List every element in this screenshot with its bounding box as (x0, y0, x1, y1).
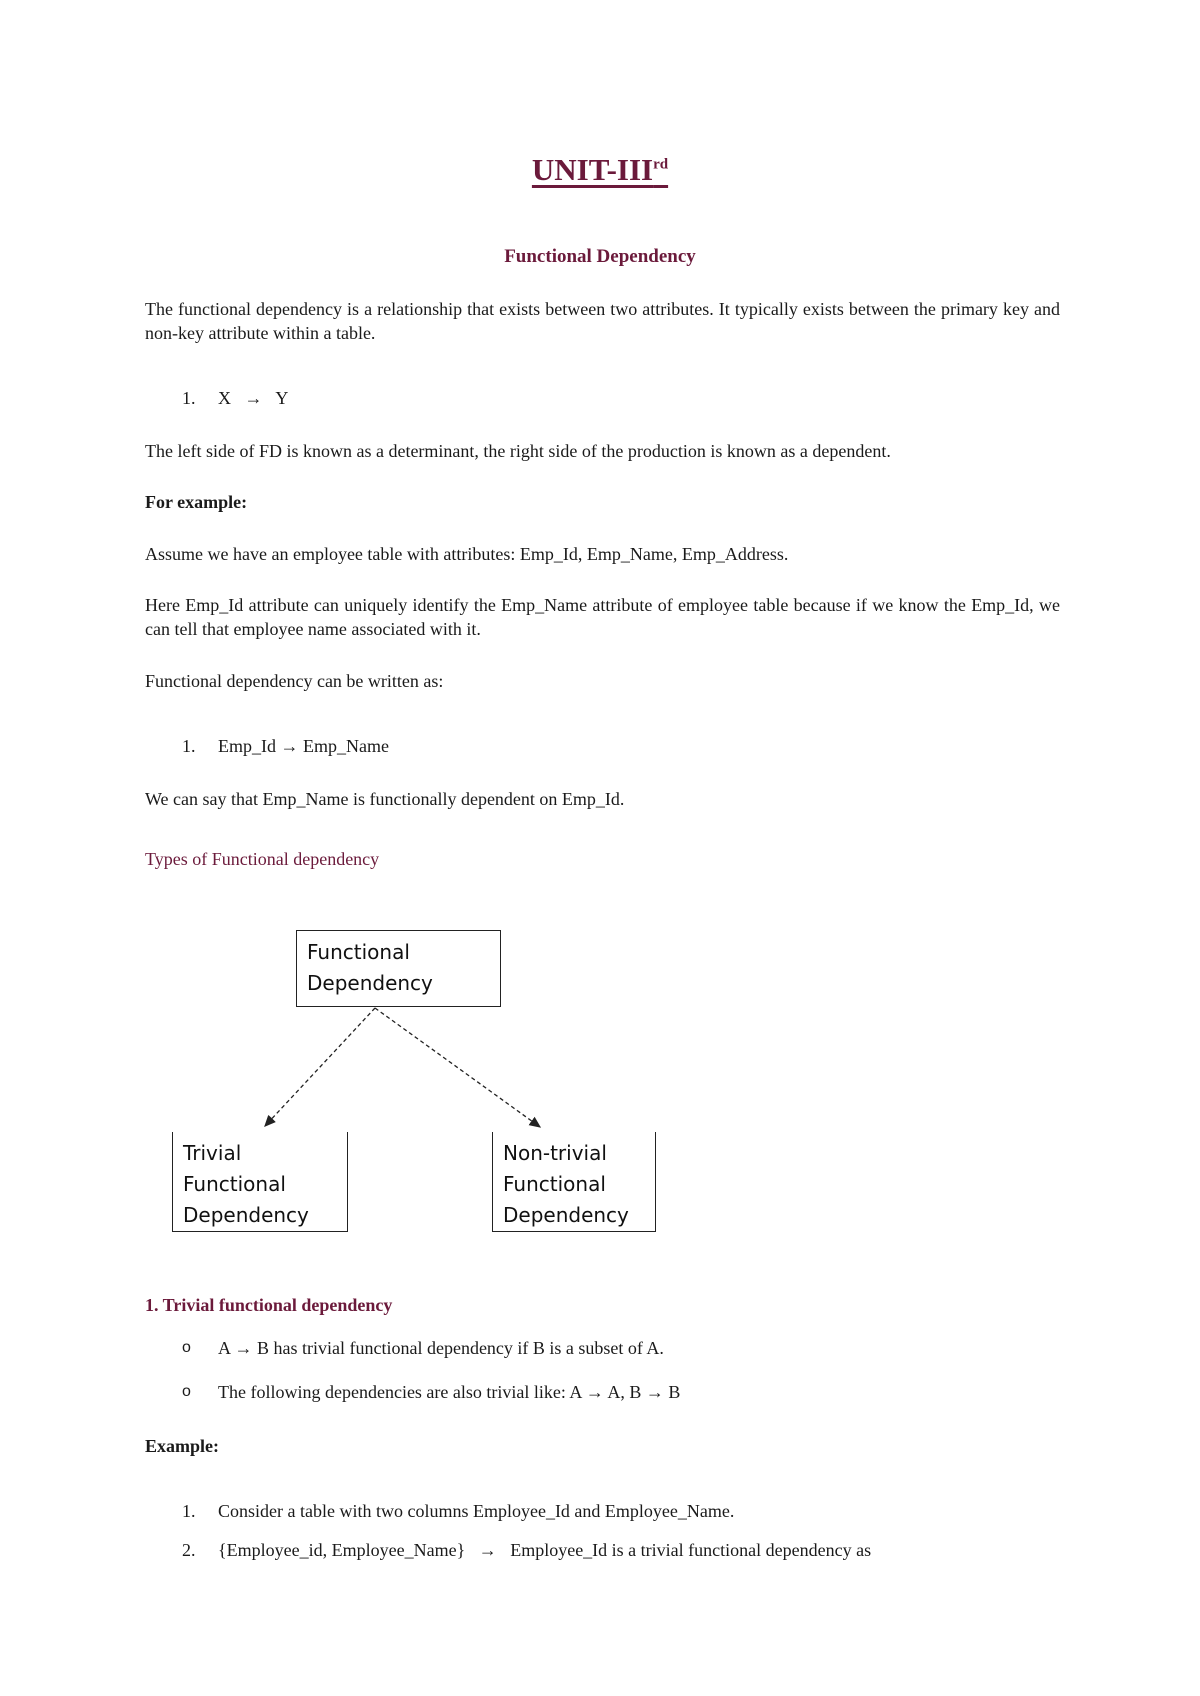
written-as-paragraph: Functional dependency can be written as: (145, 671, 444, 691)
diagram-non-trivial-box (492, 1132, 656, 1232)
types-heading: Types of Functional dependency (145, 849, 380, 869)
title-text: UNIT-III (531, 152, 654, 187)
for-example-label: For example: (145, 492, 248, 512)
example-fd-text: Emp_Id → Emp_Name (218, 736, 389, 756)
assume-paragraph: Assume we have an employee table with attributes: Emp_Id, Emp_Name, Emp_Address. (145, 544, 789, 564)
bullet-marker: o (182, 1339, 191, 1356)
determinant-paragraph: The left side of FD is known as a determinant, the right side of the production is known as a dependent. (145, 441, 891, 461)
trivial-line: Dependency (183, 1203, 309, 1227)
fd-notation-number: 1. (182, 388, 196, 408)
page-title (0, 152, 1200, 188)
non-trivial-line: Non-trivial (503, 1141, 607, 1165)
section-subtitle: Functional Dependency (504, 246, 696, 267)
example-item-text: Consider a table with two columns Employee_Id and Employee_Name. (218, 1501, 735, 1521)
example-fd-number: 1. (182, 736, 196, 756)
root-line: Dependency (307, 971, 433, 995)
dependent-paragraph: We can say that Emp_Name is functionally dependent on Emp_Id. (145, 789, 625, 809)
trivial-line: Trivial (183, 1141, 242, 1165)
root-line: Functional (307, 940, 410, 964)
here-paragraph: Here Emp_Id attribute can uniquely identify the Emp_Name attribute of employee table because if we know the Emp_Id, we can tell that employee name associated with it. (145, 595, 1060, 639)
intro-paragraph: The functional dependency is a relationship that exists between two attributes. It typically exists between the primary key and non-key attribute within a table. (145, 299, 1060, 343)
bullet-marker: o (182, 1383, 191, 1400)
example-item-number: 2. (182, 1540, 196, 1560)
non-trivial-line: Dependency (503, 1203, 629, 1227)
example-item-number: 1. (182, 1501, 196, 1521)
fd-types-diagram (150, 930, 690, 1240)
arrow-to-trivial (265, 1008, 375, 1126)
title-superscript: rd (653, 156, 669, 173)
trivial-line: Functional (183, 1172, 286, 1196)
bullet-text: A → B has trivial functional dependency if B is a subset of A. (218, 1338, 664, 1358)
arrow-to-non-trivial (375, 1008, 540, 1127)
bullet-text: The following dependencies are also trivial like: A → A, B → B (218, 1382, 681, 1402)
example-item-text: {Employee_id, Employee_Name} → Employee_Id is a trivial functional dependency as (218, 1540, 872, 1560)
trivial-heading: 1. Trivial functional dependency (145, 1295, 393, 1315)
diagram-trivial-box (172, 1132, 348, 1232)
example-label: Example: (145, 1436, 219, 1456)
fd-notation-text: X → Y (218, 388, 289, 408)
non-trivial-line: Functional (503, 1172, 606, 1196)
diagram-root-box (296, 930, 501, 1007)
